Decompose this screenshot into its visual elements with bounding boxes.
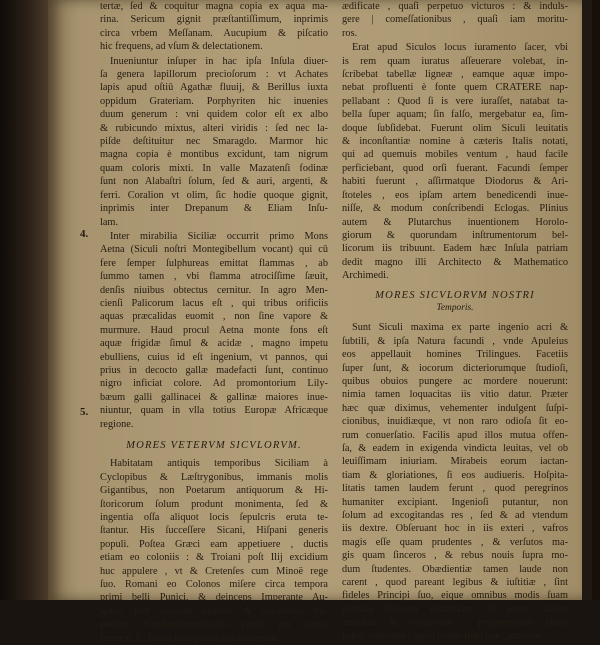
text-line: rum conuerſatio. Facilis apud illos mutua offen- [342,429,568,441]
text-line: nebat profluenti è fonte quem CRATERE nap- [342,82,568,94]
left-paragraph-etna [100,230,328,431]
text-line: litatis tamen laudem ferunt , quod peregrinos [342,483,568,495]
text-line: inprimis inter Drepanum & Eliam Inſu- [100,203,328,215]
text-line: nigro inficiat colore. Ad promontorium Lily- [100,378,328,390]
text-line: aquas præcalidas euomit , non ſine vapore & [100,311,328,323]
right-column [342,0,568,643]
text-line: quibus obuios pungere ac mordere nouerunt: [342,375,568,387]
text-line: perium, Conſtantinopolitanis paruit per annos [100,619,328,631]
text-line: ſolum ad excogitandas res , ſed & ad vtendum [342,510,568,522]
text-line: hic frequens, ad vſum & delectationem. [100,41,263,53]
text-line: autem & Plutarchus inuentionem Horolo- [342,216,568,228]
text-line: licorum iis tribuunt. Eadem hæc Inſula patriam [342,243,568,255]
text-line: leuiſſimam iniuriam. Mirabeis eorum iactan- [342,456,568,468]
text-line: gere | comeſſationibus , quaſi iam moritu- [342,14,568,26]
text-line: Archimedi. [342,270,389,282]
text-line: ædificate , quaſi perpetuo victuros : & induls- [342,1,568,12]
text-line: niuntur, quam in vlla totius Europæ Africæque [100,405,328,417]
text-line: ſtantur. His ſucceſſere Sicani, Hiſpani generis [100,525,328,537]
page-edge [592,0,600,600]
text-line: etiam eo coloniis : & Troiani poſt Ilij excidium [100,552,328,564]
text-line: iis dextre. Obſeruant hoc in iis exteri , vafros [342,523,568,535]
text-line: ferri. Coralion vt olim, ſic hodie quoque gignit, [100,189,328,201]
text-line: ebulliens, cuius id eſt ingenium, vt pannos, qui [100,351,328,363]
text-line: lapis apud oſtiū Agathæ fluuij, & Berillus iuxta [100,82,328,94]
text-line: magis eſſe quam prudentes , & verſutos ma- [342,536,568,548]
left-paragraph-stones [100,55,328,229]
text-line: fideles Principi ſuo, eique omnibus modis ſuam [342,590,568,602]
text-line: Erat apud Siculos locus iuramento ſacer, vbi [352,42,568,54]
text-line: humaniter excipiant. Ingenioſi putantur, non [342,496,568,508]
text-line: eos appellauit homines Trilingues. Facetiis [342,349,568,361]
text-line: rina. Sericum gignit præſtantiſſimum, inprimis [100,14,328,26]
text-line: ſtoteles , eos ipſam artem benedicendi inue- [342,189,568,201]
text-line: duum generum : vni quidem color eſt ex albo [100,109,328,121]
text-line: primi belli Punici, & deinceps Imperante Au- [100,592,328,604]
text-line: bæum galli gallinacei & gallinæ maiores inue- [100,391,328,403]
text-line: ſa genera lapillorum precioſorum : vt Achates [100,69,328,81]
left-top-paragraph [100,0,328,54]
text-line: ſubtili, & ipſa Natura facundi , vnde Apuleius [342,335,568,347]
text-line: fere ſemper ſulphureas emittat flammas , ab [100,257,328,269]
text-line: habiti cenſentur , quod ſtatim fidei ſuæ , attamen [342,630,541,642]
text-line: & inconſtantiæ nomine à cæteris Italis notati, [342,136,568,148]
text-line: gis quam ſinceros , & rebus nouis ſupra mo- [342,550,568,562]
text-line: Inueniuntur inſuper in hac ipſa Inſula diuer- [110,55,328,67]
text-line: & rubicundo mixtus, alteri viridis : ſed nec la- [100,122,328,134]
text-line: ferme C C. Gothi eam poſtea occupauerunt. [100,632,280,644]
text-line: Cyclopibus & Læſtrygonibus, immanis molis [100,471,328,483]
text-line: dum ſtudentes. Obædientiæ tamen laude non [342,563,568,575]
text-line: cionibus, inuidiæque, vt non raro odioſa ſit eo- [342,416,568,428]
left-column [100,0,328,645]
text-line: bella ſuper aquam; ſin falſo, mergebatur ea, ſim- [342,109,568,121]
margin-number-5: 5. [80,406,89,418]
right-paragraph-customs [342,321,568,643]
text-line: oppidum Grateriam. Porphyriten hic inuenies [100,95,328,107]
text-line: tiam & gloriationes, ſi eos audiueris. Hoſpita- [342,469,568,481]
text-line: ingentia oſſa aliquot locis ſepulcris eruta te- [100,512,328,524]
text-line: ſa, & eadem in exigenda vindicta leuitas, vel ob [342,443,568,454]
text-line: Aetna (Siculi noſtri Montegibellum vocant) qui cū [100,244,328,256]
text-line: prius in decocto gallæ madefacti ſunt, continuo [100,364,328,376]
right-top-paragraph [342,0,568,40]
text-line: populi. Poſtea Græci eam appetiuere , ductis [100,538,328,550]
margin-number-4: 4. [80,228,89,240]
text-line: hæc quæ diximus, vehementer indulgent ſuſpi- [342,402,568,414]
text-line: Inter mirabilia Siciliæ occurrit primo Mons [110,230,328,242]
text-line: niſſe, & modum conſcribendi Eclogas. Plinius [342,203,568,215]
right-section-subheading: Temporis. [436,302,474,313]
text-line: ſuper ſunt, & iocorum dicteriorumque ſtudioſi, [342,362,568,374]
text-line: dedit magno illi Architecto & Mathematico [342,256,568,268]
text-line: lam. [100,216,119,228]
text-line: quam coloris mixti. In valle Mazatenſi fodinæ [100,162,328,174]
text-line: Gigantibus, non Poetarum antiquorum & Hi- [100,485,328,497]
left-section-heading: MORES VETERVM SICVLORVM. [126,440,302,451]
right-section-heading: MORES SICVLORVM NOSTRI [375,289,535,301]
text-line: circa vrbem Meſſanam. Aucupium & piſcatio [100,27,328,39]
text-line: cienſi Palicorum lacus eſt , qui tribus orificiis [100,297,328,309]
text-line: probare ſtudeant induſtriam. In primo calore [342,603,568,615]
text-line: Habitatam antiquis temporibus Siciliam à [110,458,328,470]
text-line: perficiebant, quod orſi fuerant. Facundi ſemper [342,162,568,174]
text-line: tertæ, ſed & coquitur magna copia ex aqua ma- [100,1,328,12]
text-line: ſtoricorum ſolum produnt monimenta, ſed & [100,498,328,510]
text-line: pellabant : Quod ſi is vere iuraſſet, natabat ta- [342,95,568,107]
text-line: aquæ frigidæ ſimul & acidæ , magno impetu [100,338,328,350]
book-binding [0,0,48,600]
text-line: giorum & quorundam inſtrumentorum bel- [342,229,568,241]
text-line: guſto. Poſt diuiſum orientis & occidentis Im- [100,605,328,617]
text-line: doque ſubſidebat. Fuerunt olim Siculi leuitatis [342,122,568,134]
text-line: qui ad quemuis mobiles ventum , haud facile [342,149,568,161]
text-line: ſummo tamen , vbi flamma atrociſſime ſæuit, [100,271,328,283]
text-line: ſuo. Romani eo Colonos miſere circa tempora [100,579,328,591]
text-line: ros. [342,27,358,39]
text-line: denſis niuibus obtectus cernitur. In agro Men- [100,284,328,296]
text-line: is rem quam iuratus aſſeuerare volebat, in- [342,55,568,67]
text-line: regione. [100,418,134,430]
text-line: ſcribebat tabellæ ligneæ , eamque aquæ impo- [342,69,568,81]
right-paragraph-oath [342,41,568,282]
text-line: nimia tamen loquacitas iis vitio datur. Præter [342,389,568,401]
text-line: magna copia è montibus excidunt, tam nigrum [100,149,328,161]
text-line: carent , quod pareant legibus & iuſtitiæ , ſint [342,577,568,589]
text-line: murmure. Haud procul Aetna monte fons eſt [100,324,328,336]
text-line: amicitiæ & congreſſus , propemodum nimis [342,617,568,629]
text-line: ſunt non Alabaſtri ſolum, ſed & auri, argenti, & [100,176,328,188]
text-line: habiti fuerunt , aſſirmatque Diodorus & Ari- [342,176,568,188]
text-line: piſde deſtituitur nec Smaragdo. Marmor hic [100,136,328,148]
left-paragraph-history [100,457,328,645]
text-line: Sunt Siculi maxima ex parte ingenio acri & [352,322,568,334]
text-line: huc appulere , vt & Cretenſes cum Minoë rege [100,565,328,577]
